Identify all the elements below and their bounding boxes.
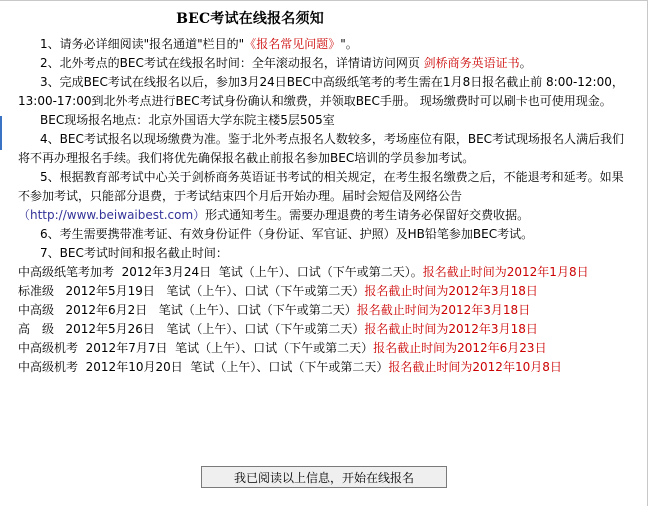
exam-schedule-row: 中高级机考 2012年10月20日 笔试（上午）、口试（下午或第二天）报名截止时间为2012年10月8日 (18, 360, 562, 374)
deadline-text: 报名截止时间为2012年3月18日 (364, 284, 538, 298)
notice-item-5 (18, 168, 630, 225)
notice-item-1 (18, 35, 630, 54)
notice-item-2 (18, 54, 630, 73)
registration-location: BEC现场报名地点：北京外国语大学东院主楼5层505室 (40, 113, 335, 127)
exam-schedule-row: 中高级纸笔考加考 2012年3月24日 笔试（上午）、口试（下午或第二天）。报名截止时间为2012年1月8日 (18, 265, 589, 279)
frame-top-border (0, 0, 648, 1)
exam-schedule-row: 高 级 2012年5月26日 笔试（上午）、口试（下午或第二天）报名截止时间为2012年3月18日 (18, 322, 538, 336)
notice-text: 5、根据教育部考试中心关于剑桥商务英语证书考试的相关规定，在考生报名缴费之后，不能退考和延考。如果不参加考试，只能部分退费，于考试结束四个月后开始办理。届时会短信及网络公告 (18, 170, 624, 203)
notice-text: 形式通知考生。需要办理退费的考生请务必保留好交费收据。 (205, 208, 530, 222)
deadline-text: 报名截止时间为2012年6月23日 (373, 341, 547, 355)
deadline-text: 报名截止时间为2012年10月8日 (388, 360, 562, 374)
faq-link[interactable]: 《报名常见问题》 (244, 37, 341, 51)
start-registration-button[interactable]: 我已阅读以上信息，开始在线报名 (201, 466, 447, 488)
button-area (0, 466, 648, 488)
notice-item-7: 7、BEC考试时间和报名截止时间： (40, 246, 228, 260)
notice-text: "。 (340, 37, 358, 51)
deadline-text: 报名截止时间为2012年1月8日 (422, 265, 589, 279)
notice-content (18, 35, 630, 377)
notice-item-6: 6、考生需要携带准考证、有效身份证件（身份证、军官证、护照）及HB铅笔参加BEC考试。 (40, 227, 534, 241)
notice-text: 1、请务必详细阅读"报名通道"栏目的" (40, 37, 245, 51)
exam-schedule-row: 标准级 2012年5月19日 笔试（上午）、口试（下午或第二天）报名截止时间为2012年3月18日 (18, 284, 538, 298)
notice-item-4: 4、BEC考试报名以现场缴费为准。鉴于北外考点报名人数较多，考场座位有限，BEC考试现场报名人满后我们将不再办理报名手续。我们将优先确保报名截止前报名参加BEC培训的学员参加考试。 (18, 132, 625, 165)
left-accent-bar (0, 116, 2, 150)
deadline-text: 报名截止时间为2012年3月18日 (364, 322, 538, 336)
exam-schedule-row: 中高级机考 2012年7月7日 笔试（上午）、口试（下午或第二天）报名截止时间为2012年6月23日 (18, 341, 547, 355)
bec-cert-link[interactable]: 剑桥商务英语证书 (423, 56, 520, 70)
deadline-text: 报名截止时间为2012年3月18日 (356, 303, 531, 317)
notice-text: 。 (519, 56, 532, 70)
exam-schedule (18, 263, 630, 377)
notice-text: 2、北外考点的BEC考试在线报名时间：全年滚动报名，详情请访问网页 (40, 56, 424, 70)
page-title: BEC考试在线报名须知 (176, 11, 324, 27)
exam-schedule-row: 中高级 2012年6月2日 笔试（上午）、口试（下午或第二天）报名截止时间为2012年3月18日 (18, 303, 531, 317)
website-url: （http://www.beiwaibest.com） (18, 208, 206, 222)
notice-item-3: 3、完成BEC考试在线报名以后，参加3月24日BEC中高级纸笔考的考生需在1月8日报名截止前 8:00-12:00，13:00-17:00到北外考点进行BEC考试身份确认和缴费，并领取BEC手册。 现场缴费时可以刷卡也可使用现金。 (18, 75, 624, 108)
